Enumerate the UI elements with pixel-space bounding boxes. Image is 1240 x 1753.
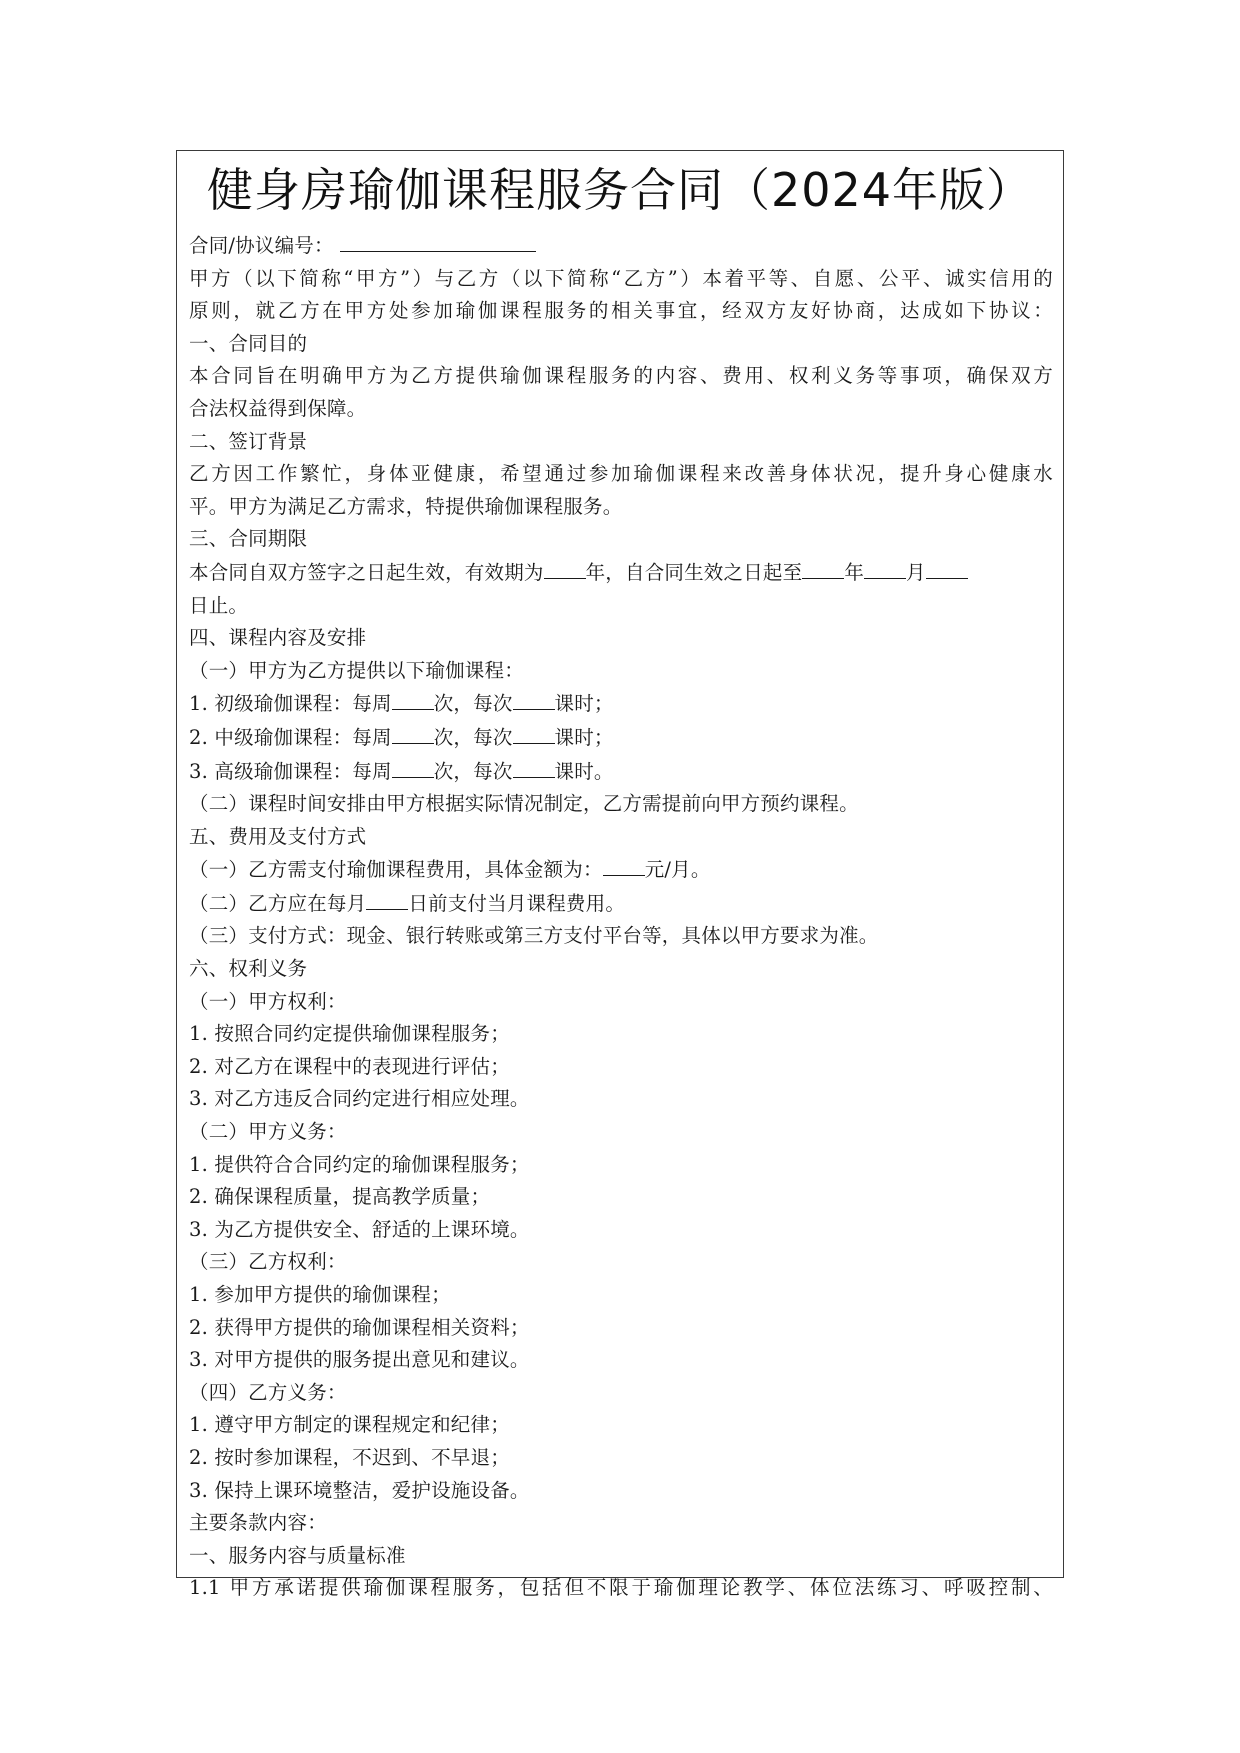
background-line-1: 乙方因工作繁忙，身体亚健康，希望通过参加瑜伽课程来改善身体状况，提升身心健康水 (189, 462, 1053, 486)
courses-sub-heading-2: （二）课程时间安排由甲方根据实际情况制定，乙方需提前向甲方预约课程。 (189, 792, 859, 816)
term-line-2: 日止。 (189, 593, 249, 617)
fees-due-text: 日前支付当月课程费用。 (408, 891, 626, 915)
weekly-sessions-blank[interactable] (392, 721, 434, 744)
courses-sub-heading-1: （一）甲方为乙方提供以下瑜伽课程： (189, 658, 524, 682)
background-line-2: 平。甲方为满足乙方需求，特提供瑜伽课程服务。 (189, 494, 623, 518)
list-item: 3. 对乙方违反合同约定进行相应处理。 (189, 1087, 530, 1111)
fee-amount-blank[interactable] (603, 853, 645, 876)
due-day-blank[interactable] (366, 887, 408, 910)
list-item: 2. 获得甲方提供的瑜伽课程相关资料； (189, 1315, 530, 1339)
service-quality-line-1: 1.1 甲方承诺提供瑜伽课程服务，包括但不限于瑜伽理论教学、体位法练习、呼吸控制、 (189, 1576, 1053, 1600)
term-text-b: 年，自合同生效之日起至 (585, 560, 803, 584)
rights-sub-heading: （三）乙方权利： (189, 1250, 347, 1274)
rights-sub-heading: （一）甲方权利： (189, 989, 347, 1013)
term-text-c: 年 (844, 560, 865, 584)
list-item: 3. 为乙方提供安全、舒适的上课环境。 (189, 1217, 530, 1241)
list-item: 3. 对甲方提供的服务提出意见和建议。 (189, 1348, 530, 1372)
fees-amount-unit: 元/月。 (644, 858, 711, 882)
main-terms-heading: 主要条款内容： (189, 1511, 327, 1535)
section-heading-background: 二、签订背景 (189, 429, 308, 453)
fees-line-3: （三）支付方式：现金、银行转账或第三方支付平台等，具体以甲方要求为准。 (189, 924, 879, 948)
contract-number-label: 合同/协议编号： (189, 234, 334, 257)
section-heading-service-quality: 一、服务内容与质量标准 (189, 1543, 406, 1567)
course-item (189, 755, 1053, 789)
list-item: 2. 确保课程质量，提高教学质量； (189, 1185, 491, 1209)
section-heading-courses: 四、课程内容及安排 (189, 626, 367, 650)
fees-due-label: （二）乙方应在每月 (189, 891, 367, 915)
term-text-a: 本合同自双方签字之日起生效，有效期为 (189, 560, 544, 584)
intro-line-1: 甲方（以下简称“甲方”）与乙方（以下简称“乙方”）本着平等、自愿、公平、诚实信用的 (189, 266, 1053, 290)
list-item: 2. 按时参加课程，不迟到、不早退； (189, 1445, 510, 1469)
list-item: 1. 遵守甲方制定的课程规定和纪律； (189, 1413, 510, 1437)
fees-line-2 (189, 887, 1053, 921)
term-end-year-blank[interactable] (802, 556, 844, 579)
section-heading-fees: 五、费用及支付方式 (189, 824, 367, 848)
document-title: 健身房瑜伽课程服务合同（2024年版） (206, 163, 1034, 217)
course-item-label: 1. 初级瑜伽课程：每周 (189, 692, 392, 716)
session-hours-blank[interactable] (513, 687, 555, 710)
course-item-end: 课时。 (554, 759, 614, 783)
section-heading-purpose: 一、合同目的 (189, 331, 308, 355)
term-line-1 (189, 556, 1053, 590)
weekly-sessions-blank[interactable] (392, 687, 434, 710)
course-item (189, 687, 1053, 721)
weekly-sessions-blank[interactable] (392, 755, 434, 778)
section-heading-rights: 六、权利义务 (189, 957, 308, 981)
document-body (189, 229, 1053, 1605)
fees-line-1 (189, 853, 1053, 887)
purpose-line-1: 本合同旨在明确甲方为乙方提供瑜伽课程服务的内容、费用、权利义务等事项，确保双方 (189, 364, 1053, 388)
term-end-month-blank[interactable] (864, 556, 906, 579)
section-heading-term: 三、合同期限 (189, 527, 308, 551)
contract-number-blank[interactable] (340, 229, 536, 252)
course-item-mid: 次，每次 (433, 759, 513, 783)
document-frame (176, 150, 1064, 1600)
list-item: 3. 保持上课环境整洁，爱护设施设备。 (189, 1478, 530, 1502)
term-text-d: 月 (906, 560, 926, 584)
course-item-label: 3. 高级瑜伽课程：每周 (189, 759, 392, 783)
purpose-line-2: 合法权益得到保障。 (189, 396, 367, 420)
session-hours-blank[interactable] (513, 721, 555, 744)
list-item: 1. 按照合同约定提供瑜伽课程服务； (189, 1022, 510, 1046)
contract-number-line (189, 229, 1053, 263)
list-item: 1. 提供符合合同约定的瑜伽课程服务； (189, 1152, 530, 1176)
course-item-mid: 次，每次 (433, 725, 513, 749)
course-item-label: 2. 中级瑜伽课程：每周 (189, 725, 392, 749)
list-item: 1. 参加甲方提供的瑜伽课程； (189, 1283, 451, 1306)
fees-amount-label: （一）乙方需支付瑜伽课程费用，具体金额为： (189, 858, 603, 882)
course-item (189, 721, 1053, 755)
list-item: 2. 对乙方在课程中的表现进行评估； (189, 1054, 510, 1078)
session-hours-blank[interactable] (513, 755, 555, 778)
rights-sub-heading: （四）乙方义务： (189, 1380, 347, 1404)
term-years-blank[interactable] (544, 556, 586, 579)
intro-line-2: 原则，就乙方在甲方处参加瑜伽课程服务的相关事宜，经双方友好协商，达成如下协议： (189, 299, 1053, 323)
rights-sub-heading: （二）甲方义务： (189, 1120, 347, 1144)
course-item-mid: 次，每次 (433, 692, 513, 716)
course-item-end: 课时； (554, 692, 614, 716)
term-end-day-blank[interactable] (926, 556, 968, 579)
course-item-end: 课时； (554, 725, 614, 749)
